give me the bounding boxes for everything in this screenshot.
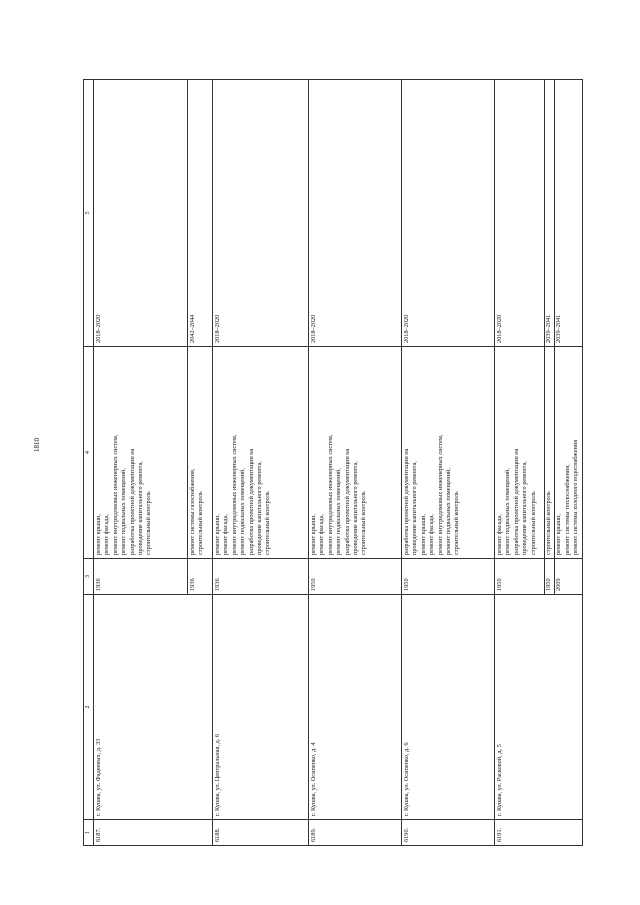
page-number xyxy=(33,438,41,452)
row-period: 2018–2020 xyxy=(309,80,402,347)
row-number: 6187. xyxy=(94,820,213,846)
row-year: 2009 xyxy=(555,559,582,595)
row-year: 1936 xyxy=(94,559,188,595)
column-header: 2 xyxy=(84,595,94,820)
column-header: 3 xyxy=(84,559,94,595)
row-period: 2039–2041 xyxy=(545,80,555,347)
row-year: 1936 xyxy=(188,559,213,595)
row-number: 6189. xyxy=(309,820,402,846)
table-row xyxy=(495,80,545,846)
row-works: ремонт фасада, ремонт подвальных помещений, разработка проектной документации на проведение капитального ремонта, строительный контроль xyxy=(495,347,545,559)
row-works: ремонт крыши, ремонт фасада, ремонт внутридомовых инженерных систем, ремонт подвальных помещений, разработка проектной документации на проведение капитального ремонта, строительный контроль xyxy=(309,347,402,559)
row-works: строительный контроль xyxy=(545,347,555,559)
column-number-row xyxy=(84,80,94,846)
table-row xyxy=(94,80,188,846)
table-row xyxy=(402,80,495,846)
column-header: 5 xyxy=(84,80,94,347)
column-header: 1 xyxy=(84,820,94,846)
repair-schedule-table xyxy=(83,79,583,846)
row-period: 2039–2041 xyxy=(555,80,582,347)
row-period: 2018–2020 xyxy=(213,80,309,347)
row-address: г. Кушва, ул. Фадеевых, д. 33 xyxy=(94,595,213,820)
row-works: ремонт крыши, ремонт фасада, ремонт внутридомовых инженерных систем, ремонт подвальных помещений, разработка проектной документации на проведение капитального ремонта, строительный контроль xyxy=(213,347,309,559)
row-year: 1950 xyxy=(545,559,555,595)
row-address: г. Кушва, ул. Осипенко, д. 4 xyxy=(309,595,402,820)
row-works: ремонт крыши, ремонт фасада, ремонт внутридомовых инженерных систем, ремонт подвальных помещений, разработка проектной документации на проведение капитального ремонта, строительный контроль xyxy=(94,347,188,559)
row-period: 2018–2020 xyxy=(402,80,495,347)
row-address: г. Кушва, ул. Осипенко, д. 6 xyxy=(402,595,495,820)
row-number: 6191. xyxy=(495,820,583,846)
row-period: 2042–2044 xyxy=(188,80,213,347)
row-year: 1950 xyxy=(402,559,495,595)
row-year: 1936 xyxy=(213,559,309,595)
page-number-text: 1810 xyxy=(33,438,41,452)
table-row xyxy=(213,80,309,846)
rotated-table-container xyxy=(83,80,591,846)
row-number: 6188. xyxy=(213,820,309,846)
row-address: г. Кушва, ул. Расковой, д. 5 xyxy=(495,595,583,820)
row-works: разработка проектной документации на проведение капитального ремонта, ремонт крыши, ремонт фасада, ремонт внутридомовых инженерных систем, ремонт подвальных помещений, строительный контроль xyxy=(402,347,495,559)
row-number: 6190. xyxy=(402,820,495,846)
row-year: 1950 xyxy=(495,559,545,595)
row-year: 1950 xyxy=(309,559,402,595)
table-row xyxy=(309,80,402,846)
row-works: ремонт системы газоснабжения, строительный контроль xyxy=(188,347,213,559)
row-period: 2018–2020 xyxy=(495,80,545,347)
row-period: 2018–2020 xyxy=(94,80,188,347)
row-works: ремонт крыши, ремонт системы теплоснабжения, ремонт системы холодного водоснабжения xyxy=(555,347,582,559)
row-address: г. Кушва, ул. Центральная, д. 6 xyxy=(213,595,309,820)
column-header: 4 xyxy=(84,347,94,559)
